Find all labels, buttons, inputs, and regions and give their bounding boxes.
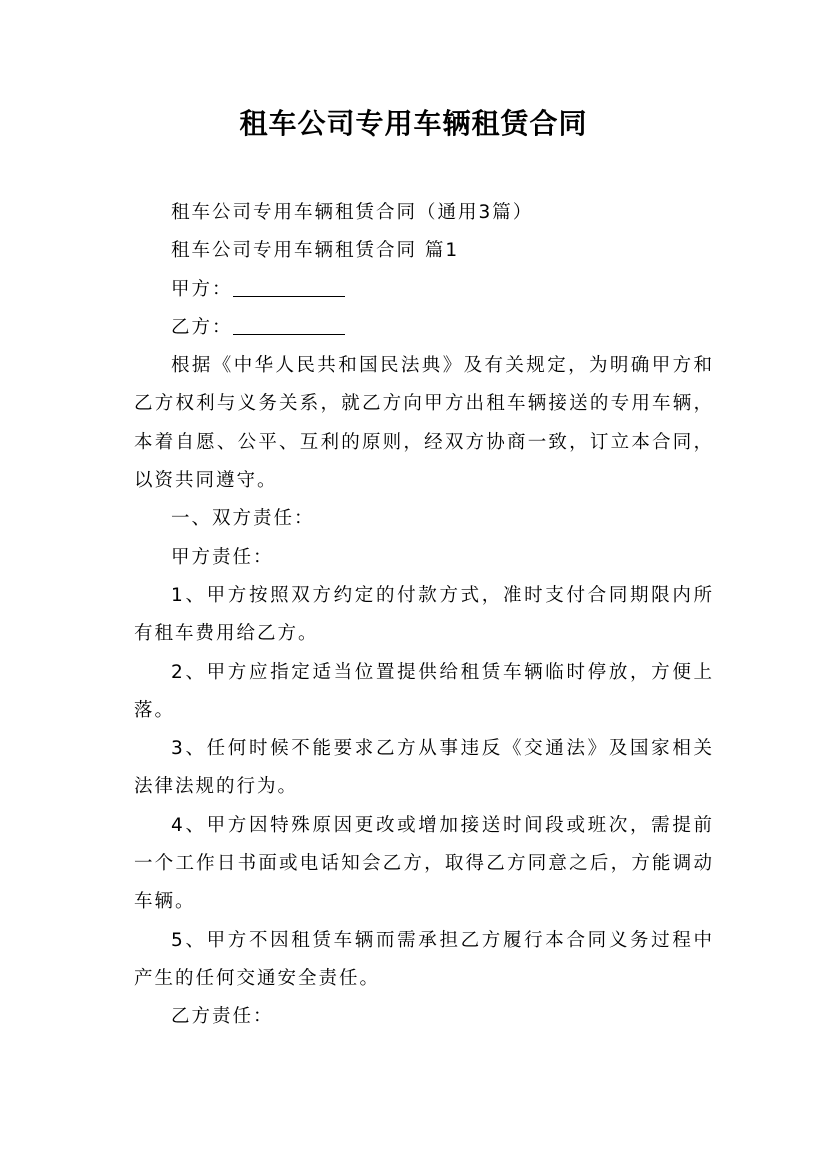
- paragraph-party-a-duties-title: 甲方责任：: [171, 546, 274, 568]
- party-b-line: [134, 309, 714, 347]
- paragraph-duty-3: 3、任何时候不能要求乙方从事违反《交通法》及国家相关法律法规的行为。: [134, 738, 714, 798]
- party-b-label: 乙方：: [171, 316, 233, 338]
- party-a-label: 甲方：: [171, 278, 233, 300]
- paragraph-section-title: 租车公司专用车辆租赁合同 篇1: [171, 240, 460, 262]
- party-a-line: [134, 271, 714, 309]
- paragraph-party-b-duties-title: 乙方责任：: [171, 1006, 274, 1028]
- paragraph-clause-1-title: 一、双方责任：: [171, 508, 315, 530]
- party-b-blank: [233, 314, 345, 335]
- paragraph-heading: 租车公司专用车辆租赁合同（通用3篇）: [171, 202, 534, 223]
- paragraph-preamble: 根据《中华人民共和国民法典》及有关规定，为明确甲方和乙方权利与义务关系，就乙方向甲方出租车辆接送的专用车辆，本着自愿、公平、互利的原则，经双方协商一致，订立本合同，以资共同遵守。: [134, 355, 714, 492]
- paragraph-duty-4: 4、甲方因特殊原因更改或增加接送时间段或班次，需提前一个工作日书面或电话知会乙方，取得乙方同意之后，方能调动车辆。: [134, 814, 714, 913]
- paragraph-duty-5: 5、甲方不因租赁车辆而需承担乙方履行本合同义务过程中产生的任何交通安全责任。: [134, 929, 714, 989]
- paragraph-duty-1: 1、甲方按照双方约定的付款方式，准时支付合同期限内所有租车费用给乙方。: [134, 584, 714, 645]
- document-body: [134, 194, 714, 1037]
- document-title: 租车公司专用车辆租赁合同: [239, 107, 588, 140]
- paragraph-duty-2: 2、甲方应指定适当位置提供给租赁车辆临时停放，方便上落。: [134, 661, 714, 721]
- party-a-blank: [233, 276, 345, 297]
